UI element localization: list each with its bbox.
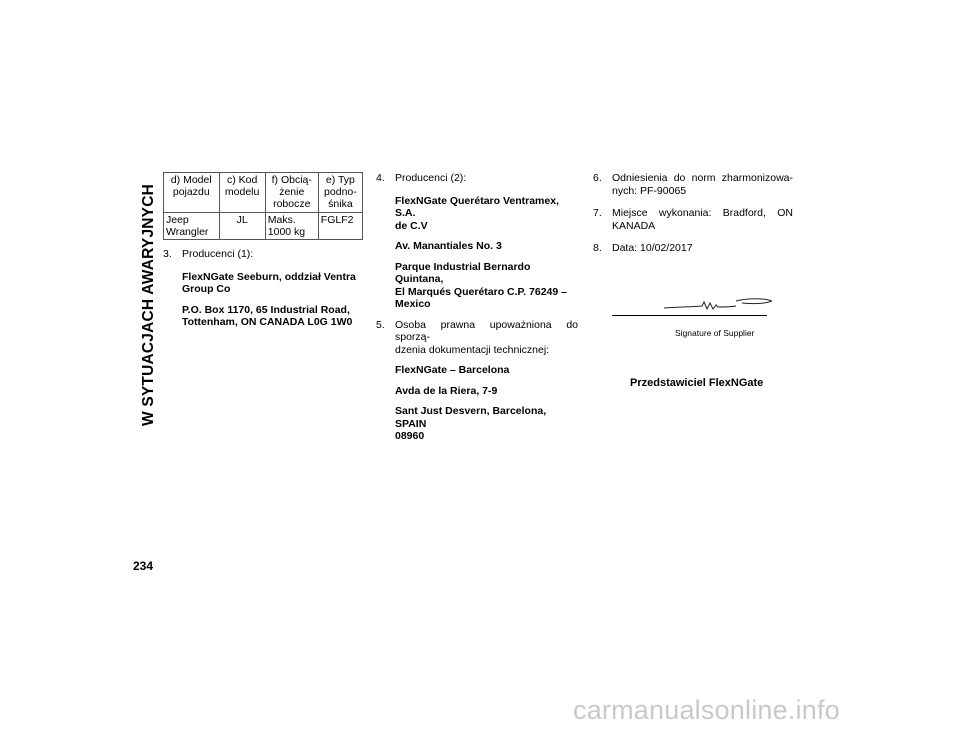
authorized-person-address: Sant Just Desvern, Barcelona, SPAIN 08960	[395, 405, 547, 442]
table-header-cell: f) Obcią- żenie robocze	[265, 173, 318, 213]
representatives-label: Przedstawiciel FlexNGate	[630, 377, 764, 389]
table-cell: FGLF2	[318, 213, 362, 240]
table-header-cell: e) Typ podno- śnika	[318, 173, 362, 213]
list-item-6: 6. Odniesienia do norm zharmonizowa- nych: PF-90065	[593, 172, 793, 197]
authorized-person-street: Avda de la Riera, 7-9	[395, 384, 498, 397]
manufacturer-1-address: P.O. Box 1170, 65 Industrial Road, Tottenham, ON CANADA L0G 1W0	[182, 303, 353, 328]
table-row	[164, 213, 363, 240]
supplier-signature-icon	[612, 295, 772, 325]
table-cell: Jeep Wrangler	[164, 213, 220, 240]
column-1	[163, 172, 363, 329]
list-item-7: 7. Miejsce wykonania: Bradford, ON KANADA	[593, 207, 793, 232]
signature-label: Signature of Supplier	[675, 328, 755, 338]
section-title-text: W SYTUACJACH AWARYJNYCH	[140, 184, 157, 426]
list-item-5: 5. Osoba prawna upoważniona do sporzą- dzenia dokumentacji technicznej:	[376, 318, 578, 356]
table-cell: JL	[219, 213, 265, 240]
section-side-title	[137, 170, 161, 440]
table-header-row	[164, 173, 363, 213]
list-item-8: 8. Data: 10/02/2017	[593, 242, 693, 254]
manufacturer-2-street: Av. Manantiales No. 3	[395, 240, 502, 252]
column-2	[376, 172, 578, 443]
signature-line	[612, 315, 767, 316]
list-item-4: 4. Producenci (2):	[376, 172, 467, 184]
authorized-person-name: FlexNGate – Barcelona	[395, 364, 510, 376]
watermark: carmanualsonline.info	[573, 695, 840, 725]
jack-spec-table	[163, 172, 363, 240]
manufacturer-1-name: FlexNGate Seeburn, oddział Ventra Group Co	[182, 270, 356, 295]
manufacturer-2-address: Parque Industrial Bernardo Quintana, El Marqués Querétaro C.P. 76249 – Mexico	[395, 260, 567, 310]
list-item-3: 3. Producenci (1):	[163, 248, 254, 260]
table-cell: Maks. 1000 kg	[265, 213, 318, 240]
page-number: 234	[133, 559, 154, 573]
table-header-cell: c) Kod modelu	[219, 173, 265, 213]
manufacturer-2-name: FlexNGate Querétaro Ventramex, S.A. de C.V	[395, 194, 559, 232]
table-header-cell: d) Model pojazdu	[164, 173, 220, 213]
column-3	[593, 172, 793, 255]
